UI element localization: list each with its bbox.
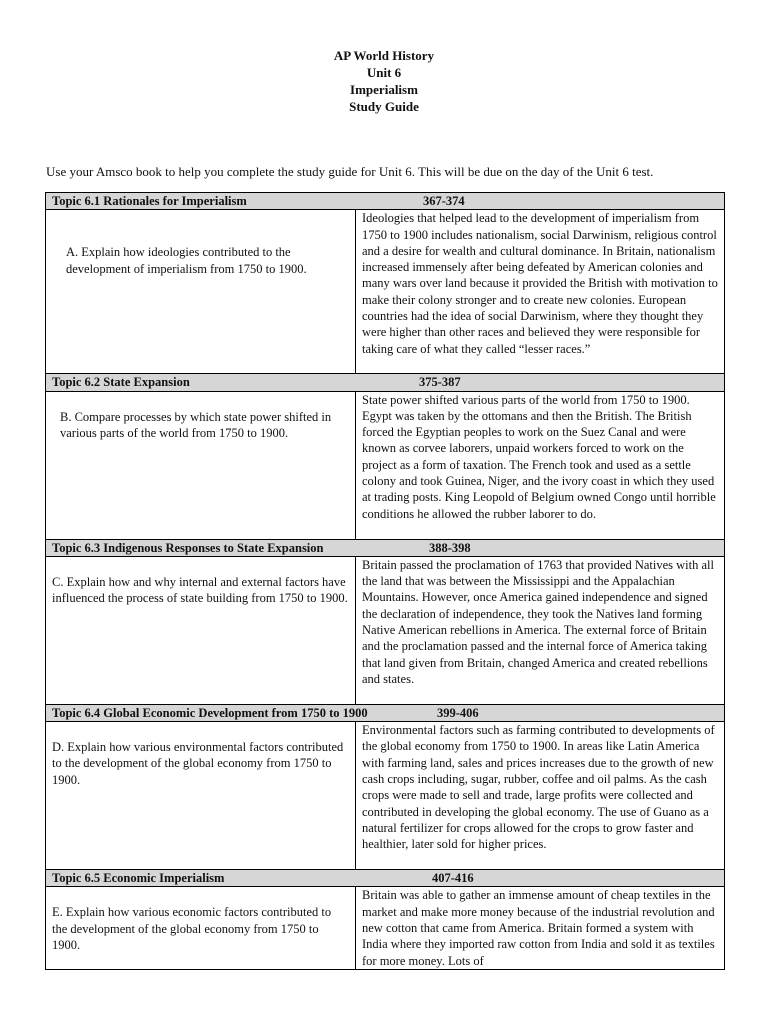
topic-header-row — [46, 539, 725, 556]
topic-title: Topic 6.3 Indigenous Responses to State Expansion — [52, 540, 324, 555]
topic-header-row — [46, 193, 725, 210]
title-unit: Unit 6 — [366, 65, 402, 80]
topic-content-row — [46, 210, 725, 374]
title-doctype: Study Guide — [349, 99, 419, 114]
title-course: AP World History — [333, 48, 435, 63]
topic-header-row — [46, 704, 725, 721]
topic-prompt: B. Compare processes by which state power shifted in various parts of the world from 1750 to 1900. — [60, 409, 332, 440]
topic-title: Topic 6.5 Economic Imperialism — [52, 871, 225, 886]
topic-prompt: A. Explain how ideologies contributed to the development of imperialism from 1750 to 1900. — [66, 245, 307, 276]
topic-content-row — [46, 722, 725, 870]
topic-prompt: E. Explain how various economic factors contributed to the development of the global economy from 1750 to 1900. — [52, 905, 332, 953]
topic-content-row — [46, 391, 725, 539]
topic-answer: State power shifted various parts of the world from 1750 to 1900. Egypt was taken by the ottomans and then the British. The British forced the Egyptian peoples to work on the Suez Canal and were known as corvee laborers, unpaid workers forced to work on the project as a form of taxation. The French took and used as a settle colony and took Guinea, Niger, and the ivory coast in which they used at trading posts. King Leopold of Belgium owned Congo until horrible conditions he allowed the rubber laborer to do. — [356, 391, 725, 539]
study-guide-table — [45, 192, 725, 970]
topic-title: Topic 6.4 Global Economic Development from 1750 to 1900 — [52, 705, 368, 720]
topic-title: Topic 6.2 State Expansion — [52, 375, 190, 390]
topic-answer: Environmental factors such as farming contributed to developments of the global economy from 1750 to 1900. In areas like Latin America with farming land, sales and prices increases due to the growth of new cash crops including, sugar, rubber, coffee and oil palms. As the cash crops were made to sell and trade, large profits were collected and contributed in developing the global economy. The use of Guano as a natural fertilizer for crops allowed for the crops to grow faster and healthier, later sold for higher prices. — [356, 722, 725, 870]
topic-prompt: D. Explain how various environmental factors contributed to the development of the global economy from 1750 to 1900. — [52, 740, 344, 787]
topic-answer: Ideologies that helped lead to the development of imperialism from 1750 to 1900 includes nationalism, social Darwinism, religious control and a desire for wealth and cultural dominance. In Britain, nationalism increased immensely after being defeated by American colonies and many wars over land because it provided the British with motivation to make their colony stronger and to create new colonies. European countries had the idea of social Darwinism, where they thought they were higher than other races and believed they were responsible for taking care of what they called “lesser races.” — [356, 210, 725, 374]
topic-pages: 407-416 — [432, 871, 474, 886]
topic-header-row — [46, 870, 725, 887]
topic-prompt: C. Explain how and why internal and external factors have influenced the process of state building from 1750 to 1900. — [52, 574, 348, 606]
topic-answer: Britain was able to gather an immense amount of cheap textiles in the market and make more money because of the industrial revolution and new cotton that came from America. Britain formed a system with India where they imported raw cotton from India and sold it as textiles for more money. Lots of — [356, 887, 725, 969]
topic-pages: 367-374 — [423, 194, 465, 208]
topic-content-row — [46, 556, 725, 704]
topic-pages: 388-398 — [429, 540, 471, 555]
topic-header-row — [46, 374, 725, 391]
instructions-text: Use your Amsco book to help you complete the study guide for Unit 6. This will be due on the day of the Unit 6 test. — [46, 164, 654, 179]
title-topic: Imperialism — [350, 82, 418, 97]
topic-content-row — [46, 887, 725, 969]
topic-pages: 399-406 — [437, 705, 479, 720]
topic-title: Topic 6.1 Rationales for Imperialism — [52, 194, 247, 208]
topic-answer: Britain passed the proclamation of 1763 that provided Natives with all the land that was between the Mississippi and the Appalachian Mountains. However, once America gained independence and signed the declaration of independence, they took the Natives land forming Native American rebellions in America. The external force of Britain and the proclamation passed and the internal force of America taking that land given from Britain, changed America and created rebellions and states. — [356, 556, 725, 704]
topic-pages: 375-387 — [419, 375, 461, 390]
document-title — [0, 47, 768, 115]
